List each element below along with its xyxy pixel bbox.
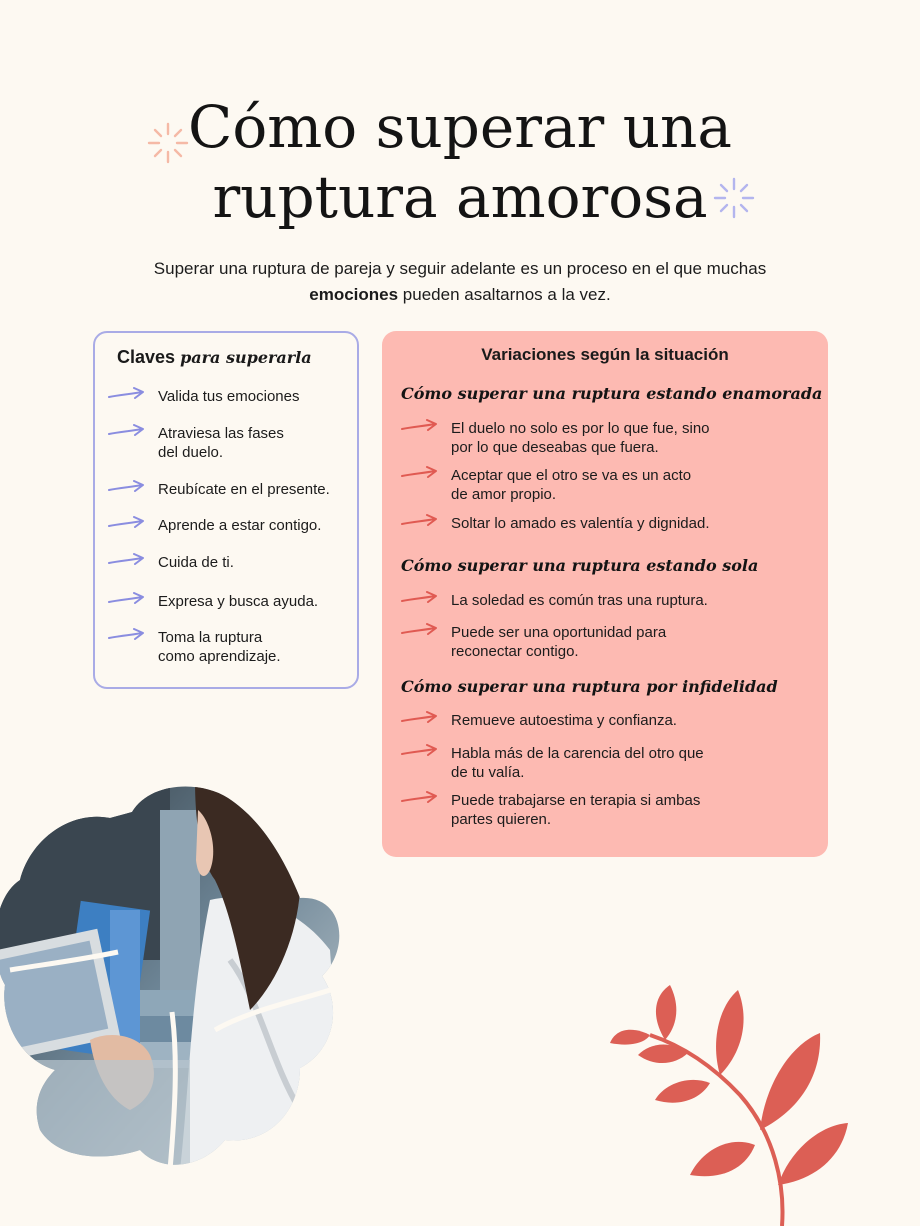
subtitle-text-before: Superar una ruptura de pareja y seguir adelante es un proceso en el que muchas	[153, 259, 767, 278]
arrow-right-icon	[107, 592, 145, 606]
variaciones-item-line2: de tu valía.	[451, 764, 525, 781]
claves-item-text	[158, 628, 358, 666]
claves-title	[117, 347, 312, 368]
claves-item-line1: Reubícate en el presente.	[158, 481, 330, 498]
variaciones-item-line1: Puede trabajarse en terapia si ambas	[451, 792, 701, 809]
variaciones-item-text	[451, 466, 791, 504]
variaciones-item-line2: de amor propio.	[451, 486, 557, 503]
page-title	[0, 92, 920, 232]
claves-item-line1: Atraviesa las fases	[158, 425, 284, 442]
variaciones-item-text	[451, 623, 791, 661]
arrow-right-icon	[400, 744, 438, 758]
subtitle-text-after: pueden asaltarnos a la vez.	[398, 285, 611, 304]
arrow-right-icon	[400, 419, 438, 433]
variaciones-item-line2: partes quieren.	[451, 811, 552, 828]
variaciones-item-line1: Aceptar que el otro se va es un acto	[451, 467, 692, 484]
claves-item-line1: Aprende a estar contigo.	[158, 517, 322, 534]
variaciones-title: Variaciones según la situación	[481, 345, 729, 364]
claves-item-line1: Expresa y busca ayuda.	[158, 593, 319, 610]
variaciones-item-line1: El duelo no solo es por lo que fue, sino	[451, 420, 710, 437]
claves-item-line1: Toma la ruptura	[158, 629, 263, 646]
arrow-right-icon	[107, 516, 145, 530]
page-subtitle	[110, 256, 810, 308]
variaciones-item-line1: La soledad es común tras una ruptura.	[451, 592, 708, 609]
arrow-right-icon	[400, 711, 438, 725]
variaciones-item-line1: Remueve autoestima y confianza.	[451, 712, 677, 729]
variaciones-section-heading: Cómo superar una ruptura estando sola	[401, 556, 759, 575]
claves-item-line2: del duelo.	[158, 444, 224, 461]
claves-item-line1: Valida tus emociones	[158, 388, 300, 405]
claves-title-main: Claves	[117, 347, 176, 367]
claves-item-text	[158, 553, 358, 572]
subtitle-bold-word: emociones	[309, 285, 399, 304]
variaciones-item-line2: por lo que deseabas que fuera.	[451, 439, 659, 456]
variaciones-item-line2: reconectar contigo.	[451, 643, 579, 660]
arrow-right-icon	[107, 628, 145, 642]
variaciones-item-text	[451, 791, 791, 829]
title-line-2: ruptura amorosa	[212, 163, 708, 231]
arrow-right-icon	[400, 791, 438, 805]
claves-item-line2: como aprendizaje.	[158, 648, 281, 665]
variaciones-item-text	[451, 514, 791, 533]
claves-item-text	[158, 592, 358, 611]
claves-title-italic: para superarla	[180, 348, 312, 367]
title-line-1: Cómo superar una	[188, 93, 732, 161]
arrow-right-icon	[107, 424, 145, 438]
arrow-right-icon	[400, 623, 438, 637]
variaciones-section-heading: Cómo superar una ruptura por infidelidad	[401, 677, 778, 696]
variaciones-section-heading: Cómo superar una ruptura estando enamorada	[401, 384, 823, 403]
variaciones-item-text	[451, 711, 791, 730]
arrow-right-icon	[400, 514, 438, 528]
variaciones-box	[382, 331, 828, 857]
arrow-right-icon	[107, 480, 145, 494]
claves-item-text	[158, 516, 358, 535]
arrow-right-icon	[400, 466, 438, 480]
arrow-right-icon	[107, 553, 145, 567]
claves-item-text	[158, 480, 358, 499]
variaciones-item-text	[451, 591, 791, 610]
claves-item-text	[158, 424, 358, 462]
variaciones-item-line1: Puede ser una oportunidad para	[451, 624, 667, 641]
variaciones-item-text	[451, 419, 791, 457]
variaciones-item-line1: Habla más de la carencia del otro que	[451, 745, 704, 762]
arrow-right-icon	[400, 591, 438, 605]
woman-holding-photo-image	[0, 780, 345, 1170]
claves-item-line1: Cuida de ti.	[158, 554, 234, 571]
arrow-right-icon	[107, 387, 145, 401]
leaf-branch-icon	[610, 985, 850, 1226]
variaciones-item-text	[451, 744, 791, 782]
claves-item-text	[158, 387, 358, 406]
variaciones-item-line1: Soltar lo amado es valentía y dignidad.	[451, 515, 710, 532]
